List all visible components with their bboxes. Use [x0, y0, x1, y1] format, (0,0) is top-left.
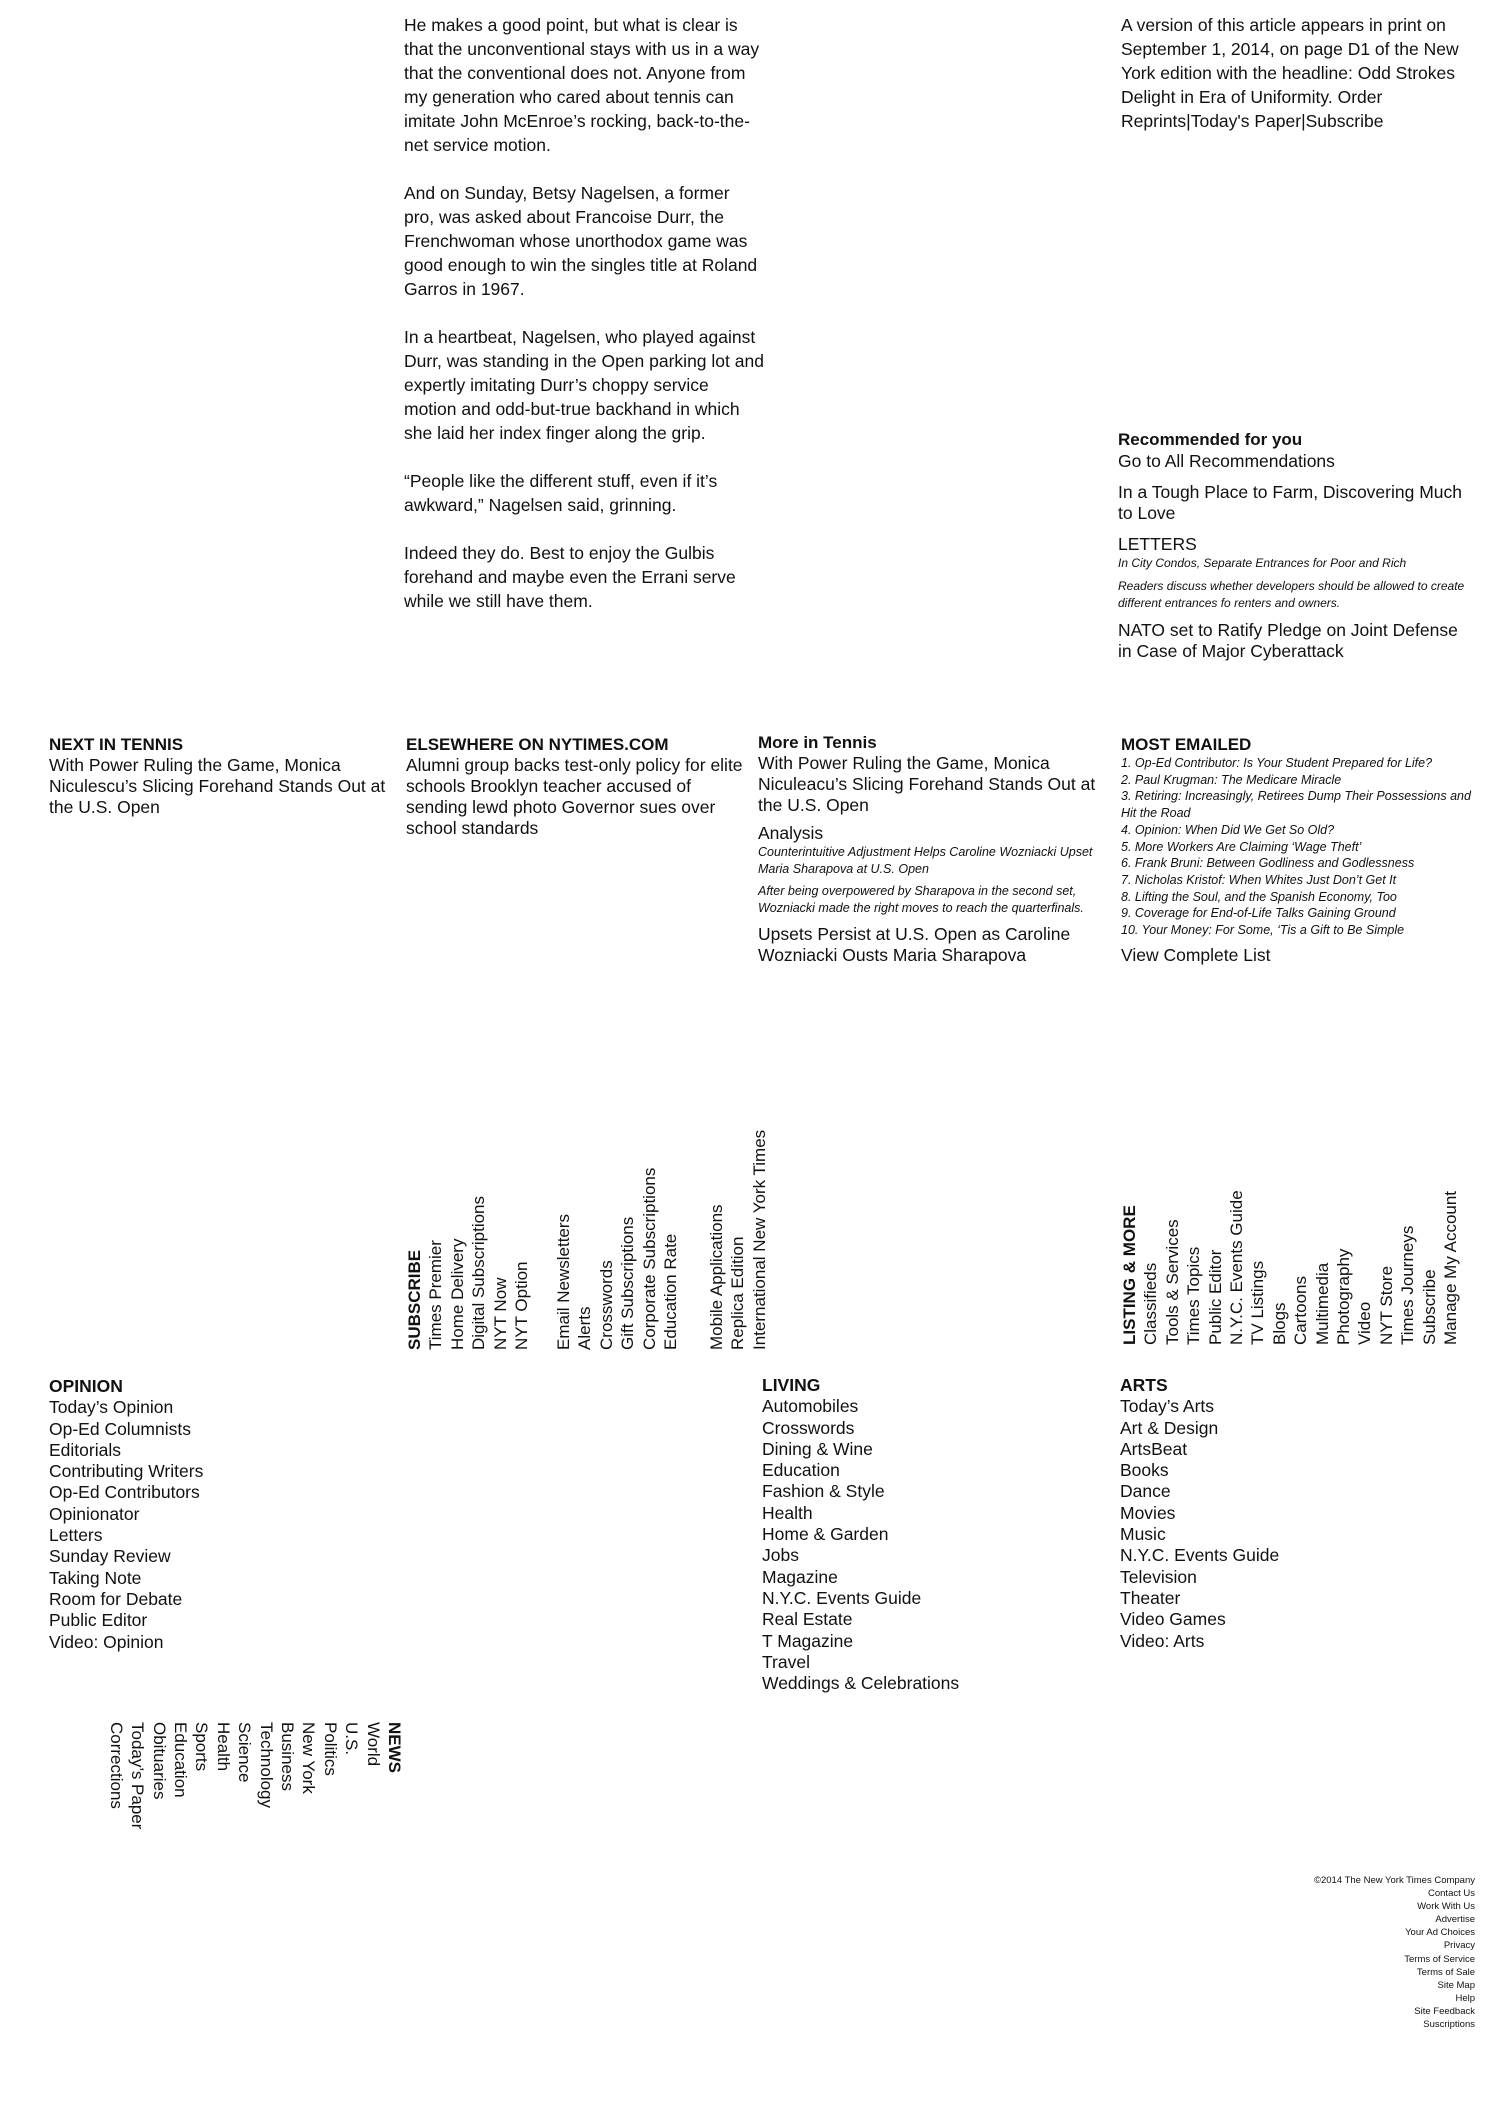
- listing-nav-link[interactable]: Cartoons: [1291, 1276, 1311, 1345]
- subscribe-nav-link[interactable]: NYT Option: [512, 1261, 532, 1350]
- opinion-nav-link[interactable]: Editorials: [49, 1439, 121, 1460]
- more-in-tennis: [758, 733, 1110, 966]
- next-in-tennis-link[interactable]: With Power Ruling the Game, Monica Niculescu’s Slicing Forehand Stands Out at the U.S. Open: [49, 755, 386, 817]
- news-nav-link[interactable]: Technology: [256, 1722, 276, 1809]
- footer-link[interactable]: Terms of Service: [1404, 1953, 1475, 1965]
- arts-nav-link[interactable]: Art & Design: [1120, 1417, 1219, 1438]
- todays-paper-link[interactable]: Today's Paper: [1190, 111, 1302, 131]
- elsewhere-heading: ELSEWHERE ON NYTIMES.COM: [406, 735, 669, 754]
- subscribe-nav-link[interactable]: Home Delivery: [447, 1238, 467, 1350]
- opinion-nav: [49, 1376, 203, 1653]
- most-emailed-item[interactable]: 3. Retiring: Increasingly, Retirees Dump Their Possessions and Hit the Road: [1121, 789, 1471, 821]
- listing-nav-link[interactable]: Tools & Services: [1162, 1219, 1182, 1345]
- listing-nav-link[interactable]: Video: [1355, 1301, 1375, 1345]
- footer-link[interactable]: Site Map: [1437, 1979, 1475, 1991]
- news-nav-link[interactable]: Sports: [192, 1722, 212, 1772]
- subscribe-nav-link[interactable]: Crosswords: [596, 1260, 616, 1350]
- opinion-nav-link[interactable]: Today’s Opinion: [49, 1397, 174, 1418]
- recommended-heading: Recommended for you: [1118, 430, 1303, 449]
- subscribe-nav-link[interactable]: NYT Now: [490, 1277, 510, 1350]
- listing-nav-link[interactable]: NYT Store: [1376, 1265, 1396, 1345]
- living-nav-link[interactable]: Weddings & Celebrations: [762, 1673, 960, 1694]
- subscribe-nav-link[interactable]: Alerts: [575, 1306, 595, 1350]
- arts-nav-link[interactable]: Books: [1120, 1460, 1169, 1481]
- recommended-kicker: LETTERS: [1118, 534, 1197, 554]
- opinion-nav-link[interactable]: Op-Ed Contributors: [49, 1482, 200, 1503]
- listing-nav-link[interactable]: N.Y.C. Events Guide: [1227, 1190, 1247, 1345]
- arts-nav-link[interactable]: Theater: [1120, 1587, 1181, 1608]
- subscribe-nav: [404, 1100, 774, 1350]
- opinion-nav-link[interactable]: Opinionator: [49, 1503, 140, 1524]
- opinion-nav-link[interactable]: Video: Opinion: [49, 1631, 164, 1652]
- order-reprints-link[interactable]: Order Reprints: [1121, 87, 1383, 131]
- article-body: [404, 13, 764, 637]
- most-emailed-item[interactable]: 10. Your Money: For Some, ‘Tis a Gift to Be Simple: [1121, 923, 1405, 938]
- listing-nav: [1119, 1105, 1479, 1345]
- living-nav-link[interactable]: Home & Garden: [762, 1524, 889, 1545]
- news-nav-link[interactable]: Science: [235, 1722, 255, 1783]
- more-in-tennis-kicker: Analysis: [758, 823, 824, 843]
- living-nav-heading: LIVING: [762, 1375, 821, 1395]
- footer-link[interactable]: Terms of Sale: [1416, 1966, 1475, 1978]
- recommended-panel: [1118, 430, 1476, 662]
- subscribe-nav-heading: SUBSCRIBE: [405, 1249, 424, 1350]
- recommended-item[interactable]: In a Tough Place to Farm, Discovering Much to Love: [1118, 482, 1463, 523]
- next-in-tennis-heading: NEXT IN TENNIS: [49, 735, 184, 754]
- footer-link[interactable]: Your Ad Choices: [1405, 1927, 1475, 1939]
- footer-link[interactable]: Help: [1455, 1992, 1475, 2004]
- listing-nav-link[interactable]: Multimedia: [1312, 1262, 1332, 1345]
- opinion-nav-link[interactable]: Taking Note: [49, 1567, 142, 1588]
- arts-nav-link[interactable]: ArtsBeat: [1120, 1438, 1188, 1459]
- living-nav-link[interactable]: Jobs: [762, 1545, 799, 1566]
- news-nav-link[interactable]: Politics: [320, 1722, 340, 1776]
- elsewhere-link[interactable]: Alumni group backs test-only policy for elite schools Brooklyn teacher accused of sending lewd photo Governor sues over school standards: [406, 755, 743, 838]
- news-nav-link[interactable]: Education: [170, 1722, 190, 1798]
- recommended-item[interactable]: In City Condos, Separate Entrances for Poor and Rich: [1118, 556, 1407, 570]
- news-nav-link[interactable]: World: [363, 1722, 383, 1767]
- subscribe-nav-link[interactable]: Gift Subscriptions: [618, 1216, 638, 1350]
- more-in-tennis-summary: After being overpowered by Sharapova in the second set, Wozniacki made the right moves to reach the quarterfinals.: [758, 884, 1084, 915]
- listing-nav-link[interactable]: Subscribe: [1419, 1269, 1439, 1345]
- arts-nav-link[interactable]: Television: [1120, 1566, 1197, 1587]
- arts-nav-link[interactable]: Movies: [1120, 1502, 1176, 1523]
- news-nav-link[interactable]: Corrections: [106, 1722, 126, 1809]
- living-nav-link[interactable]: Automobiles: [762, 1396, 859, 1417]
- most-emailed-item[interactable]: 9. Coverage for End-of-Life Talks Gaining Ground: [1121, 906, 1396, 921]
- most-emailed-item[interactable]: 6. Frank Bruni: Between Godliness and Godlessness: [1121, 856, 1415, 871]
- elsewhere-section: [406, 735, 746, 839]
- listing-nav-link[interactable]: Times Topics: [1184, 1246, 1204, 1345]
- subscribe-nav-link[interactable]: Corporate Subscriptions: [639, 1167, 659, 1350]
- article-paragraph: And on Sunday, Betsy Nagelsen, a former pro, was asked about Francoise Durr, the Frenchwoman whose unorthodox game was good enough to win the singles title at Roland Garros in 1967.: [404, 183, 758, 299]
- all-recommendations-link[interactable]: Go to All Recommendations: [1118, 451, 1335, 471]
- article-paragraph: In a heartbeat, Nagelsen, who played against Durr, was standing in the Open parking lot and expertly imitating Durr’s choppy service motion and odd-but-true backhand in which she laid her index finger along the grip.: [404, 327, 764, 443]
- arts-nav-link[interactable]: Dance: [1120, 1481, 1171, 1502]
- news-nav-link[interactable]: Today’s Paper: [128, 1722, 148, 1830]
- opinion-nav-link[interactable]: Sunday Review: [49, 1546, 171, 1567]
- most-emailed-item[interactable]: 2. Paul Krugman: The Medicare Miracle: [1121, 772, 1342, 787]
- opinion-nav-heading: OPINION: [49, 1376, 123, 1396]
- listing-nav-link[interactable]: Times Journeys: [1398, 1225, 1418, 1345]
- footer-link[interactable]: Work With Us: [1417, 1901, 1475, 1913]
- recommended-item[interactable]: NATO set to Ratify Pledge on Joint Defense in Case of Major Cyberattack: [1118, 620, 1458, 661]
- living-nav-link[interactable]: T Magazine: [762, 1630, 854, 1651]
- subscribe-nav-link[interactable]: Replica Edition: [728, 1236, 748, 1350]
- living-nav-link[interactable]: N.Y.C. Events Guide: [762, 1587, 922, 1608]
- subscribe-nav-link[interactable]: Education Rate: [661, 1233, 681, 1350]
- print-note-text: A version of this article appears in print on September 1, 2014, on page D1 of the New York edition with the headline: Odd Strokes Delight in Era of Uniformity.: [1121, 15, 1459, 107]
- subscribe-nav-link[interactable]: Times Premier: [426, 1240, 446, 1350]
- living-nav-link[interactable]: Fashion & Style: [762, 1481, 885, 1502]
- footer-link[interactable]: Advertise: [1435, 1914, 1475, 1926]
- subscribe-nav-link[interactable]: Digital Subscriptions: [469, 1195, 489, 1350]
- subscribe-link[interactable]: Subscribe: [1305, 111, 1384, 131]
- article-paragraph: He makes a good point, but what is clear is that the unconventional stays with us in a way that the conventional does not. Anyone from my generation who cared about tennis can imitate John McEnroe’s rocking, back-to-the-net service motion.: [404, 15, 760, 155]
- living-nav-link[interactable]: Magazine: [762, 1566, 838, 1587]
- news-nav-link[interactable]: Business: [277, 1722, 297, 1791]
- recommended-summary: Readers discuss whether developers should be allowed to create different entrances fo renters and owners.: [1118, 579, 1465, 610]
- most-emailed-item[interactable]: 8. Lifting the Soul, and the Spanish Economy, Too: [1121, 889, 1397, 904]
- more-in-tennis-heading: More in Tennis: [758, 733, 877, 752]
- news-nav: [105, 1722, 405, 1842]
- more-in-tennis-item[interactable]: Upsets Persist at U.S. Open as Caroline Wozniacki Ousts Maria Sharapova: [758, 924, 1071, 965]
- arts-nav-heading: ARTS: [1120, 1375, 1168, 1395]
- listing-nav-heading: LISTING & MORE: [1120, 1205, 1139, 1345]
- copyright: ©2014 The New York Times Company: [1313, 1875, 1475, 1886]
- article-paragraph: “People like the different stuff, even if it’s awkward,” Nagelsen said, grinning.: [404, 471, 718, 515]
- news-nav-link[interactable]: Health: [213, 1722, 233, 1772]
- article-paragraph: Indeed they do. Best to enjoy the Gulbis forehand and maybe even the Errani serve while we still have them.: [404, 543, 736, 611]
- living-nav-link[interactable]: Education: [762, 1460, 840, 1481]
- listing-nav-link[interactable]: Manage My Account: [1441, 1190, 1461, 1345]
- most-emailed-item[interactable]: 7. Nicholas Kristof: When Whites Just Don’t Get It: [1121, 872, 1397, 887]
- listing-nav-link[interactable]: TV Listings: [1248, 1260, 1268, 1345]
- most-emailed-heading: MOST EMAILED: [1121, 735, 1252, 754]
- most-emailed-item[interactable]: 5. More Workers Are Claiming ‘Wage Theft’: [1121, 839, 1362, 854]
- living-nav-link[interactable]: Health: [762, 1502, 813, 1523]
- more-in-tennis-item[interactable]: Counterintuitive Adjustment Helps Caroline Wozniacki Upset Maria Sharapova at U.S. Open: [758, 845, 1093, 876]
- news-nav-link[interactable]: New York: [299, 1722, 319, 1794]
- news-nav-link[interactable]: Obituaries: [149, 1722, 169, 1800]
- next-in-tennis: [49, 735, 399, 818]
- opinion-nav-link[interactable]: Public Editor: [49, 1610, 148, 1631]
- listing-nav-link[interactable]: Public Editor: [1205, 1249, 1225, 1345]
- listing-nav-link[interactable]: Photography: [1334, 1248, 1354, 1345]
- footer-link[interactable]: Site Feedback: [1414, 2005, 1475, 2017]
- arts-nav-link[interactable]: Video: Arts: [1120, 1630, 1205, 1651]
- footer-link[interactable]: Suscriptions: [1423, 2019, 1475, 2031]
- opinion-nav-link[interactable]: Room for Debate: [49, 1588, 183, 1609]
- more-in-tennis-item[interactable]: With Power Ruling the Game, Monica Niculeacu’s Slicing Forehand Stands Out at the U.S. Open: [758, 753, 1096, 815]
- subscribe-nav-link[interactable]: Email Newsletters: [554, 1213, 573, 1350]
- subscribe-nav-link[interactable]: Mobile Applications: [707, 1204, 726, 1350]
- news-nav-heading: NEWS: [385, 1722, 404, 1773]
- footer-link[interactable]: Privacy: [1443, 1940, 1475, 1952]
- arts-nav-link[interactable]: Music: [1120, 1524, 1166, 1545]
- most-emailed-item[interactable]: 4. Opinion: When Did We Get So Old?: [1121, 822, 1335, 837]
- living-nav: [762, 1375, 959, 1694]
- opinion-nav-link[interactable]: Contributing Writers: [49, 1461, 204, 1482]
- arts-nav-link[interactable]: Video Games: [1120, 1609, 1226, 1630]
- news-nav-link[interactable]: U.S.: [342, 1722, 362, 1756]
- most-emailed: [1121, 735, 1481, 966]
- subscribe-nav-link[interactable]: International New York Times: [749, 1129, 769, 1350]
- footer-link[interactable]: Contact Us: [1428, 1888, 1475, 1900]
- footer: [1314, 1874, 1475, 2031]
- listing-nav-link[interactable]: Blogs: [1269, 1302, 1289, 1345]
- arts-nav: [1120, 1375, 1279, 1652]
- living-nav-link[interactable]: Dining & Wine: [762, 1438, 873, 1459]
- arts-nav-link[interactable]: N.Y.C. Events Guide: [1120, 1545, 1280, 1566]
- living-nav-link[interactable]: Real Estate: [762, 1609, 853, 1630]
- listing-nav-link[interactable]: Classifieds: [1141, 1262, 1161, 1345]
- print-note: A version of this article appears in print on September 1, 2014, on page D1 of the New York edition with the headline: Odd Strokes Delight in Era of Uniformity. Order Reprints|Today's Paper|Subscribe: [1121, 15, 1459, 131]
- most-emailed-item[interactable]: 1. Op-Ed Contributor: Is Your Student Prepared for Life?: [1121, 756, 1433, 770]
- most-emailed-list: [1121, 755, 1481, 939]
- living-nav-link[interactable]: Crosswords: [762, 1417, 855, 1438]
- view-complete-list-link[interactable]: View Complete List: [1121, 944, 1271, 965]
- opinion-nav-link[interactable]: Letters: [49, 1525, 103, 1546]
- opinion-nav-link[interactable]: Op-Ed Columnists: [49, 1418, 191, 1439]
- living-nav-link[interactable]: Travel: [762, 1651, 810, 1672]
- arts-nav-link[interactable]: Today’s Arts: [1120, 1396, 1215, 1417]
